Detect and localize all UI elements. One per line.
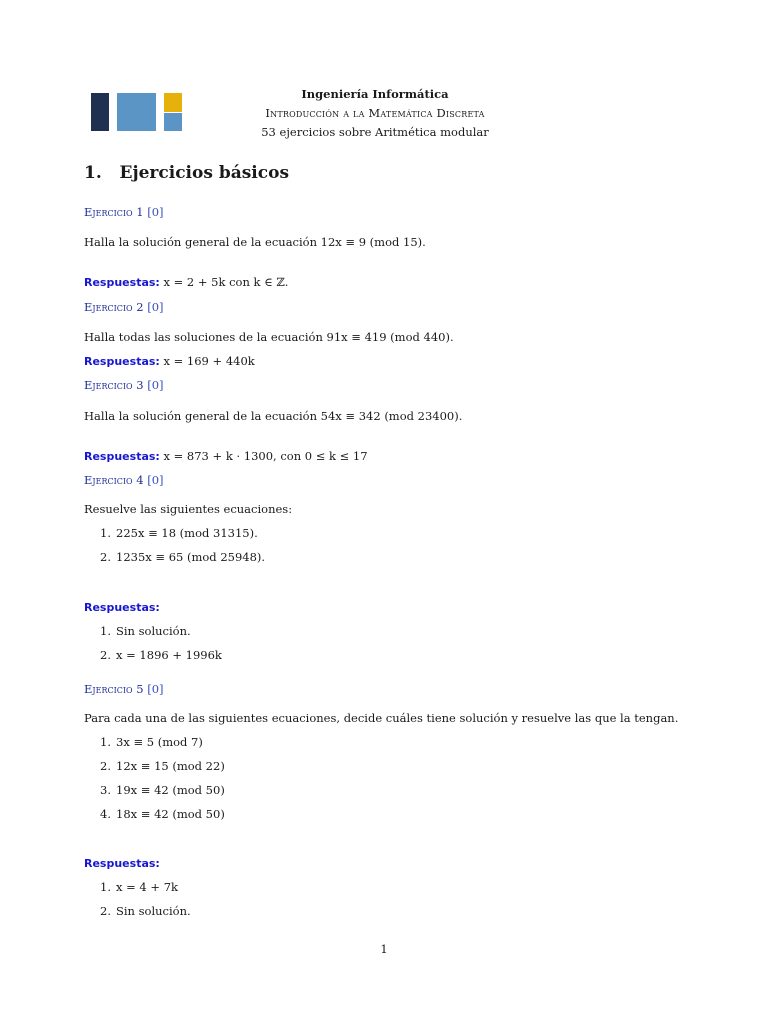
exercise-4-title: Ejercicio 4 xyxy=(84,473,144,487)
list-item: 2. x = 1896 + 1996k xyxy=(100,648,222,662)
exercise-4-level: [0] xyxy=(147,473,164,487)
exercise-2-answer xyxy=(84,354,255,368)
list-item: 1. Sin solución. xyxy=(100,624,191,638)
exercise-2-level: [0] xyxy=(147,300,164,314)
list-item: 1. 3x ≡ 5 (mod 7) xyxy=(100,735,203,749)
exercise-3-level: [0] xyxy=(147,378,164,392)
answer-label: Respuestas: xyxy=(84,601,160,614)
logo-blue-small xyxy=(164,113,182,131)
exercise-1-answer xyxy=(84,275,288,289)
answer-label: Respuestas: xyxy=(84,450,160,463)
list-item: 1. 225x ≡ 18 (mod 31315). xyxy=(100,526,258,540)
page-number: 1 xyxy=(380,942,388,956)
exercise-2-title: Ejercicio 2 xyxy=(84,300,144,314)
answer-text: x = 2 + 5k con k ∈ ℤ. xyxy=(163,275,289,289)
list-item: 4. 18x ≡ 42 (mod 50) xyxy=(100,807,225,821)
exercise-2-label xyxy=(84,300,164,314)
exercise-3-label xyxy=(84,378,164,392)
list-item: 2. Sin solución. xyxy=(100,904,191,918)
answer-text: x = 873 + k · 1300, con 0 ≤ k ≤ 17 xyxy=(163,449,368,463)
exercise-3-title: Ejercicio 3 xyxy=(84,378,144,392)
exercise-1-level: [0] xyxy=(147,205,164,219)
logo-yellow-block xyxy=(164,93,182,112)
exercise-5-level: [0] xyxy=(147,682,164,696)
header-course: Introducción a la Matemática Discreta xyxy=(265,106,485,120)
header-subtitle: 53 ejercicios sobre Aritmética modular xyxy=(261,125,489,139)
answer-label: Respuestas: xyxy=(84,857,160,870)
answer-text: x = 169 + 440k xyxy=(163,354,255,368)
list-item: 1. x = 4 + 7k xyxy=(100,880,178,894)
exercise-5-title: Ejercicio 5 xyxy=(84,682,144,696)
exercise-4-answer-label xyxy=(84,600,160,614)
list-item: 3. 19x ≡ 42 (mod 50) xyxy=(100,783,225,797)
header-institution: Ingeniería Informática xyxy=(301,87,449,101)
exercise-1-title: Ejercicio 1 xyxy=(84,205,144,219)
list-item: 2. 1235x ≡ 65 (mod 25948). xyxy=(100,550,266,564)
exercise-1-label xyxy=(84,205,164,219)
logo-blue-square xyxy=(117,93,156,131)
exercise-3-statement: Halla la solución general de la ecuación 54x ≡ 342 (mod 23400). xyxy=(84,409,463,423)
exercise-5-statement: Para cada una de las siguientes ecuaciones, decide cuáles tiene solución y resuelve las que la tengan. xyxy=(84,711,679,725)
exercise-4-label xyxy=(84,473,164,487)
answer-label: Respuestas: xyxy=(84,276,160,289)
exercise-5-answer-label xyxy=(84,856,160,870)
exercise-1-statement: Halla la solución general de la ecuación 12x ≡ 9 (mod 15). xyxy=(84,235,426,249)
exercise-4-statement: Resuelve las siguientes ecuaciones: xyxy=(84,502,293,516)
answer-label: Respuestas: xyxy=(84,355,160,368)
exercise-2-statement: Halla todas las soluciones de la ecuación 91x ≡ 419 (mod 440). xyxy=(84,330,454,344)
section-title: 1. Ejercicios básicos xyxy=(84,163,290,183)
logo-dark-bar xyxy=(91,93,109,131)
exercise-3-answer xyxy=(84,449,368,463)
list-item: 2. 12x ≡ 15 (mod 22) xyxy=(100,759,225,773)
exercise-5-label xyxy=(84,682,164,696)
